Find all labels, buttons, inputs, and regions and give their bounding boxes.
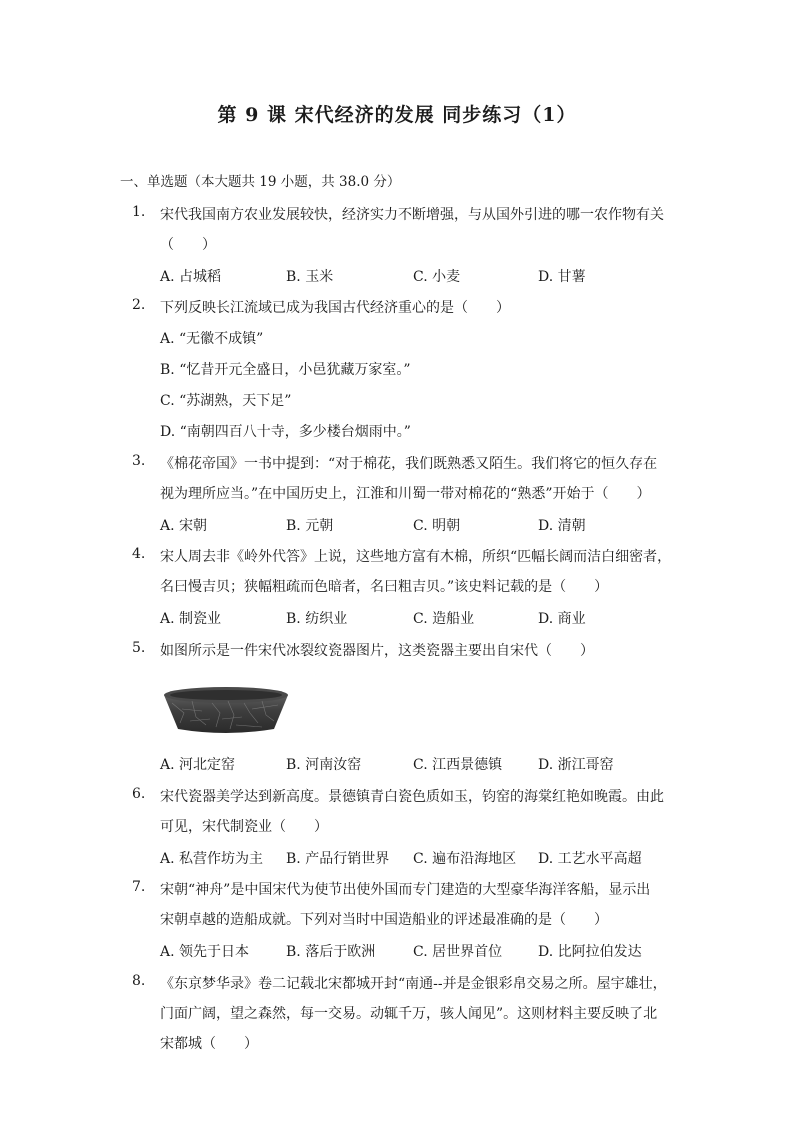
question-text: 宋人周去非《岭外代答》上说，这些地方富有木棉，所织“匹幅长阔而洁白细密者，: [160, 549, 672, 565]
question-text: 宋代瓷器美学达到新高度。景德镇青白瓷色质如玉，钧窑的海棠红艳如晚霞。由此: [160, 789, 664, 805]
option-a[interactable]: A. 宋朝: [160, 518, 208, 534]
option-d[interactable]: D. 比阿拉伯发达: [538, 944, 642, 960]
option-d[interactable]: D. 商业: [538, 611, 586, 627]
option-d[interactable]: D. 清朝: [538, 518, 586, 534]
question-number: 1.: [132, 204, 146, 220]
question-text: （ ）: [160, 237, 216, 253]
option-b[interactable]: B. 玉米: [286, 269, 334, 285]
option-b[interactable]: B. 产品行销世界: [286, 851, 390, 867]
question-number: 4.: [132, 546, 146, 562]
option-c[interactable]: C. 居世界首位: [413, 944, 503, 960]
option-a[interactable]: A. 私营作坊为主: [160, 851, 264, 867]
option-d[interactable]: D. 甘薯: [538, 269, 586, 285]
option-a[interactable]: A. 占城稻: [160, 269, 222, 285]
option-c[interactable]: C. 江西景德镇: [413, 757, 503, 773]
option-b[interactable]: B. 河南汝窑: [286, 757, 362, 773]
question-text: 门面广阔，望之森然，每一交易。动辄千万，骇人闻见”。这则材料主要反映了北: [160, 1006, 658, 1022]
question-text: 《棉花帝国》一书中提到：“对于棉花，我们既熟悉又陌生。我们将它的恒久存在: [160, 456, 658, 472]
page-title: 第 9 课 宋代经济的发展 同步练习（1）: [217, 104, 577, 126]
question-text: 下列反映长江流域已成为我国古代经济重心的是（ ）: [160, 300, 510, 316]
question-number: 2.: [132, 297, 146, 313]
option-d[interactable]: D. 浙江哥窑: [538, 757, 614, 773]
option-b[interactable]: B. 纺织业: [286, 611, 348, 627]
question-number: 5.: [132, 640, 146, 656]
option-d[interactable]: D. 工艺水平高超: [538, 851, 642, 867]
question-text: 宋都城（ ）: [160, 1036, 258, 1052]
question-text: 宋代我国南方农业发展较快，经济实力不断增强，与从国外引进的哪一农作物有关: [160, 207, 664, 223]
question-text: 名曰慢吉贝；狭幅粗疏而色暗者，名曰粗吉贝。”该史料记载的是（ ）: [160, 579, 609, 595]
option-a[interactable]: A. 制瓷业: [160, 611, 222, 627]
question-text: 宋朝卓越的造船成就。下列对当时中国造船业的评述最准确的是（ ）: [160, 912, 608, 928]
question-number: 8.: [132, 973, 146, 989]
crackle-glaze-bowl-image: [162, 683, 290, 735]
question-text: 宋朝“神舟”是中国宋代为使节出使外国而专门建造的大型豪华海洋客船，显示出: [160, 882, 651, 898]
option-a[interactable]: A. 河北定窑: [160, 757, 236, 773]
option-c[interactable]: C. 造船业: [413, 611, 475, 627]
question-text: 视为理所应当。”在中国历史上，江淮和川蜀一带对棉花的“熟悉”开始于（ ）: [160, 486, 651, 502]
option-c[interactable]: C. “苏湖熟，天下足”: [160, 393, 292, 409]
question-text: 可见，宋代制瓷业（ ）: [160, 819, 328, 835]
option-d[interactable]: D. “南朝四百八十寺，多少楼台烟雨中。”: [160, 424, 411, 440]
option-b[interactable]: B. 落后于欧洲: [286, 944, 376, 960]
option-c[interactable]: C. 遍布沿海地区: [413, 851, 517, 867]
option-a[interactable]: A. 领先于日本: [160, 944, 250, 960]
question-text: 《东京梦华录》卷二记载北宋都城开封“南通--并是金银彩帛交易之所。屋宇雄壮，: [160, 976, 667, 992]
question-text: 如图所示是一件宋代冰裂纹瓷器图片，这类瓷器主要出自宋代（ ）: [160, 643, 594, 659]
option-b[interactable]: B. 元朝: [286, 518, 334, 534]
option-b[interactable]: B. “忆昔开元全盛日，小邑犹藏万家室。”: [160, 362, 411, 378]
option-a[interactable]: A. “无徽不成镇”: [160, 331, 264, 347]
option-c[interactable]: C. 小麦: [413, 269, 461, 285]
section-header: 一、单选题（本大题共 19 小题，共 38.0 分）: [120, 174, 401, 190]
question-number: 7.: [132, 879, 146, 895]
question-number: 6.: [132, 786, 146, 802]
question-number: 3.: [132, 453, 146, 469]
option-c[interactable]: C. 明朝: [413, 518, 461, 534]
